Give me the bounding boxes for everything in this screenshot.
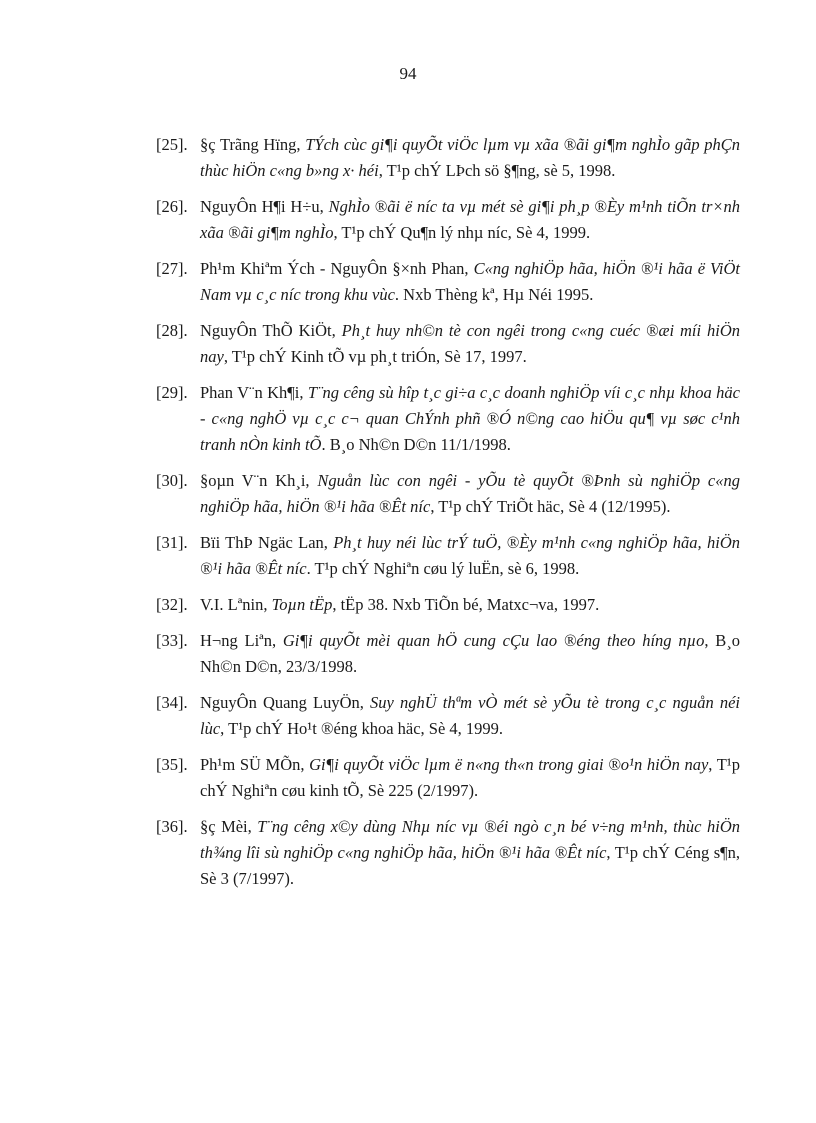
page-number: 94 (399, 64, 417, 83)
reference-title: Gi¶i quyÕt viÖc lµm ë n«ng th«n trong giai ®o¹n hiÖn nay (309, 755, 709, 774)
reference-title: Ph¸t huy nh©n tè con ngêi trong c«ng cuéc ®æi míi hiÖn nay (200, 321, 741, 366)
reference-number: [32]. (156, 595, 188, 614)
reference-source: , T¹p chÝ Nghiªn cøu kinh tÕ, Sè 225 (2/1997). (200, 755, 740, 800)
reference-item (156, 690, 740, 742)
reference-author: Ph¹m Khiªm Ých - NguyÔn §×nh Phan, (200, 259, 474, 278)
reference-author: §oµn V¨n Kh¸i, (200, 471, 318, 490)
reference-author: §ç Mèi, (200, 817, 258, 836)
reference-source: . Nxb Thèng kª, Hµ Néi 1995. (394, 285, 594, 304)
reference-source: , T¹p chÝ Ho¹t ®éng khoa häc, Sè 4, 1999. (220, 719, 504, 738)
reference-author: NguyÔn Quang LuyÖn, (200, 693, 371, 712)
reference-source: , T¹p chÝ Kinh tÕ vµ ph¸t triÓn, Sè 17, 1997. (223, 347, 527, 366)
reference-title: Toµn tËp (271, 595, 333, 614)
reference-source: . B¸o Nh©n D©n 11/1/1998. (321, 435, 511, 454)
reference-number: [31]. (156, 533, 188, 552)
reference-item (156, 132, 740, 184)
reference-author: V.I. Lªnin, (200, 595, 272, 614)
reference-source: . T¹p chÝ Nghiªn cøu lý luËn, sè 6, 1998. (306, 559, 580, 578)
reference-title: Suy nghÜ thªm vÒ mét sè yÕu tè trong c¸c nguån néi lùc (200, 693, 740, 738)
reference-item (156, 752, 740, 804)
reference-number: [33]. (156, 631, 188, 650)
reference-list (156, 132, 740, 902)
reference-title: T¨ng cêng x©y dùng Nhµ níc vµ ®éi ngò c¸n bé v÷ng m¹nh, thùc hiÖn th¾ng lîi sù nghiÖp c«ng nghiÖp hãa, hiÖn ®¹i hãa ®Êt níc (200, 817, 740, 862)
reference-title: Gi¶i quyÕt mèi quan hÖ cung cÇu lao ®éng theo híng nµo (282, 631, 705, 650)
reference-title: Ph¸t huy néi lùc trÝ tuÖ, ®Èy m¹nh c«ng nghiÖp hãa, hiÖn ®¹i hãa ®Êt níc (200, 533, 740, 578)
reference-source: , T¹p chÝ TriÕt häc, Sè 4 (12/1995). (430, 497, 671, 516)
reference-source: , T¹p chÝ LÞch sö §¶ng, sè 5, 1998. (378, 161, 616, 180)
reference-item (156, 530, 740, 582)
reference-item (156, 592, 740, 618)
reference-source: , T¹p chÝ Céng s¶n, Sè 3 (7/1997). (200, 843, 740, 888)
reference-item (156, 628, 740, 680)
reference-item (156, 256, 740, 308)
reference-title: C«ng nghiÖp hãa, hiÖn ®¹i hãa ë ViÖt Nam vµ c¸c níc trong khu vùc (200, 259, 740, 304)
reference-title: Nguån lùc con ngêi - yÕu tè quyÕt ®Þnh sù nghiÖp c«ng nghiÖp hãa, hiÖn ®¹i hãa ®Êt níc (200, 471, 740, 516)
reference-number: [27]. (156, 259, 188, 278)
reference-item (156, 814, 740, 892)
reference-number: [26]. (156, 197, 188, 216)
reference-author: NguyÔn H¶i H÷u, (200, 197, 329, 216)
reference-number: [29]. (156, 383, 188, 402)
reference-number: [34]. (156, 693, 188, 712)
reference-author: §ç Trãng Hïng, (200, 135, 306, 154)
reference-number: [35]. (156, 755, 188, 774)
reference-title: T¨ng cêng sù hîp t¸c gi÷a c¸c doanh nghiÖp víi c¸c nhµ khoa häc - c«ng nghÖ vµ c¸c c¬ quan ChÝnh phñ ®Ó n©ng cao hiÖu qu¶ vµ søc c¹nh tranh nÒn kinh tÕ (200, 383, 741, 454)
reference-source: , tËp 38. Nxb TiÕn bé, Matxc¬va, 1997. (332, 595, 600, 614)
reference-number: [36]. (156, 817, 188, 836)
reference-number: [30]. (156, 471, 188, 490)
reference-item (156, 468, 740, 520)
reference-source: , T¹p chÝ Qu¶n lý nhµ níc, Sè 4, 1999. (333, 223, 591, 242)
reference-number: [28]. (156, 321, 188, 340)
reference-author: Ph¹m SÜ MÕn, (200, 755, 310, 774)
reference-title: TÝch cùc gi¶i quyÕt viÖc lµm vµ xãa ®ãi gi¶m nghÌo gãp phÇn thùc hiÖn c«ng b»ng x· héi (200, 135, 740, 180)
reference-author: Phan V¨n Kh¶i, (200, 383, 308, 402)
reference-source: , B¸o Nh©n D©n, 23/3/1998. (200, 631, 740, 676)
reference-title: NghÌo ®ãi ë níc ta vµ mét sè gi¶i ph¸p ®Èy m¹nh tiÕn tr×nh xãa ®ãi gi¶m nghÌo (200, 197, 741, 242)
reference-item (156, 194, 740, 246)
reference-item (156, 380, 740, 458)
reference-author: H¬ng Liªn, (200, 631, 283, 650)
reference-author: Bïi ThÞ Ngäc Lan, (200, 533, 334, 552)
reference-author: NguyÔn ThÕ KiÖt, (200, 321, 342, 340)
reference-number: [25]. (156, 135, 188, 154)
reference-item (156, 318, 740, 370)
